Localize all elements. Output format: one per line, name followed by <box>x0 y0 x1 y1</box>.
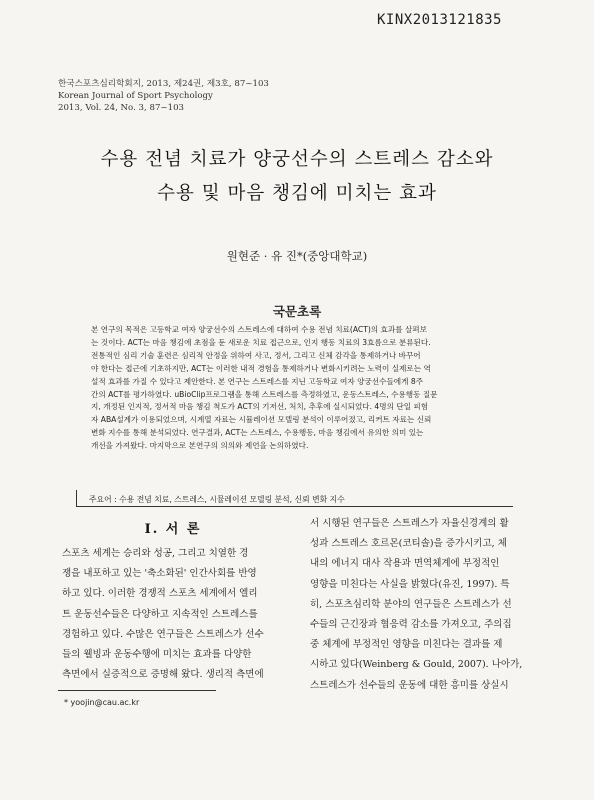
body-text-line: 영향을 미친다는 사실을 밝혔다(유진, 1997). 특 <box>310 578 510 590</box>
body-text-line: 측면에서 실증적으로 증명해 왔다. 생리적 측면에 <box>62 669 264 681</box>
paper-title <box>0 143 594 211</box>
journal-citation <box>58 78 269 114</box>
body-text-line: 시하고 있다(Weinberg & Gould, 2007). 나아가, <box>310 659 523 671</box>
journal-line-volume: 2013, Vol. 24, No. 3, 87~103 <box>58 103 185 113</box>
abstract-heading: 국문초록 <box>272 304 322 319</box>
body-text-line: 수들의 근긴장과 협응력 감소를 가져오고, 주의집 <box>310 619 512 631</box>
abstract-line: 설적 효과를 가질 수 있다고 제안한다. 본 연구는 스트레스를 지닌 고등학교 여자 양궁선수들에게 8주 <box>91 376 424 386</box>
body-text-line: 중 체계에 부정적인 영향을 미친다는 결과를 제 <box>310 639 503 651</box>
title-line-2: 수용 및 마음 챙김에 미치는 효과 <box>157 183 437 204</box>
body-text-line: 경험하고 있다. 수많은 연구들은 스트레스가 선수 <box>62 628 264 640</box>
body-text-line: 스트레스가 선수들의 운동에 대한 흥미를 상실시 <box>310 679 509 691</box>
body-text-line: 히, 스포츠심리학 분야의 연구들은 스트레스가 선 <box>310 598 512 610</box>
body-column-left <box>62 544 284 685</box>
abstract-line: 자 ABA설계가 이용되었으며, 시계열 자료는 시뮬레이션 모델링 분석이 이루어졌고, 리커트 자료는 신뢰 <box>91 415 432 425</box>
document-id: KINX2013121835 <box>376 12 502 28</box>
footnote: * yoojin@cau.ac.kr <box>64 698 140 707</box>
journal-line-korean: 한국스포츠심리학회지, 2013, 제24권, 제3호, 87~103 <box>58 79 269 89</box>
abstract-line: 지, 개정된 인지적, 정서적 마음 챙김 척도가 ACT의 기저선, 처치, 추후에 실시되었다. 4명의 단일 피험 <box>91 402 429 412</box>
abstract-line: 개선을 가져왔다. 마지막으로 본연구의 의의와 제언을 논의하였다. <box>91 441 309 451</box>
authors: 원현준 · 유 진*(중앙대학교) <box>226 249 368 263</box>
body-text-line: 스포츠 세계는 승리와 성공, 그리고 치열한 경 <box>62 548 249 559</box>
abstract-line: 야 한다는 접근에 기초하지만, ACT는 이러한 내적 경험을 통제하거나 변화시키려는 노력이 실제로는 역 <box>91 363 431 373</box>
abstract-body <box>91 324 505 453</box>
body-text-line: 성과 스트레스 호르몬(코티솔)을 증가시키고, 체 <box>310 538 507 550</box>
body-text-line: 들의 웰빙과 운동수행에 미치는 효과를 다양한 <box>62 649 252 661</box>
body-text-line: 트 운동선수들은 다양하고 지속적인 스트레스를 <box>62 608 258 620</box>
keywords: 주요어 : 수용 전념 치료, 스트레스, 시뮬레이션 모델링 분석, 신뢰 변화 지수 <box>89 495 345 504</box>
abstract-line: 전통적인 심리 기술 훈련은 심리적 안정을 위하여 사고, 정서, 그리고 신체 감각을 통제하거나 바꾸어 <box>91 350 421 360</box>
body-text-line: 하고 있다. 이러한 경쟁적 스포츠 세계에서 엘리 <box>62 588 258 600</box>
journal-line-english: Korean Journal of Sport Psychology <box>58 91 213 101</box>
footnote-rule <box>58 690 216 691</box>
abstract-line: 는 것이다. ACT는 마음 챙김에 초점을 둔 새로운 치료 접근으로, 인지 행동 치료의 3효름으로 분류된다. <box>91 337 431 347</box>
abstract-line: 본 연구의 목적은 고등학교 여자 양궁선수의 스트레스에 대하여 수용 전념 치료(ACT)의 효과를 살펴보 <box>91 325 427 334</box>
body-column-right <box>310 514 536 696</box>
body-text-line: 내의 에너지 대사 작용과 면역체계에 부정적인 <box>310 558 500 570</box>
body-text-line: 서 시행된 연구들은 스트레스가 자율신경계의 활 <box>310 518 509 529</box>
title-line-1: 수용 전념 치료가 양궁선수의 스트레스 감소와 <box>100 149 494 170</box>
abstract-line: 간의 ACT를 평가하였다. uBioClip프로그램을 통해 스트레스를 측정하였고, 운동스트레스, 수용행동 질문 <box>91 389 438 399</box>
body-text-line: 쟁을 내포하고 있는 '축소화된' 인간사회를 반영 <box>62 568 257 580</box>
section-heading: I. 서 론 <box>144 522 202 537</box>
abstract-line: 변화 지수를 통해 분석되었다. 연구결과, ACT는 스트레스, 수용행동, 마음 챙김에서 유의한 의미 있는 <box>91 428 424 438</box>
